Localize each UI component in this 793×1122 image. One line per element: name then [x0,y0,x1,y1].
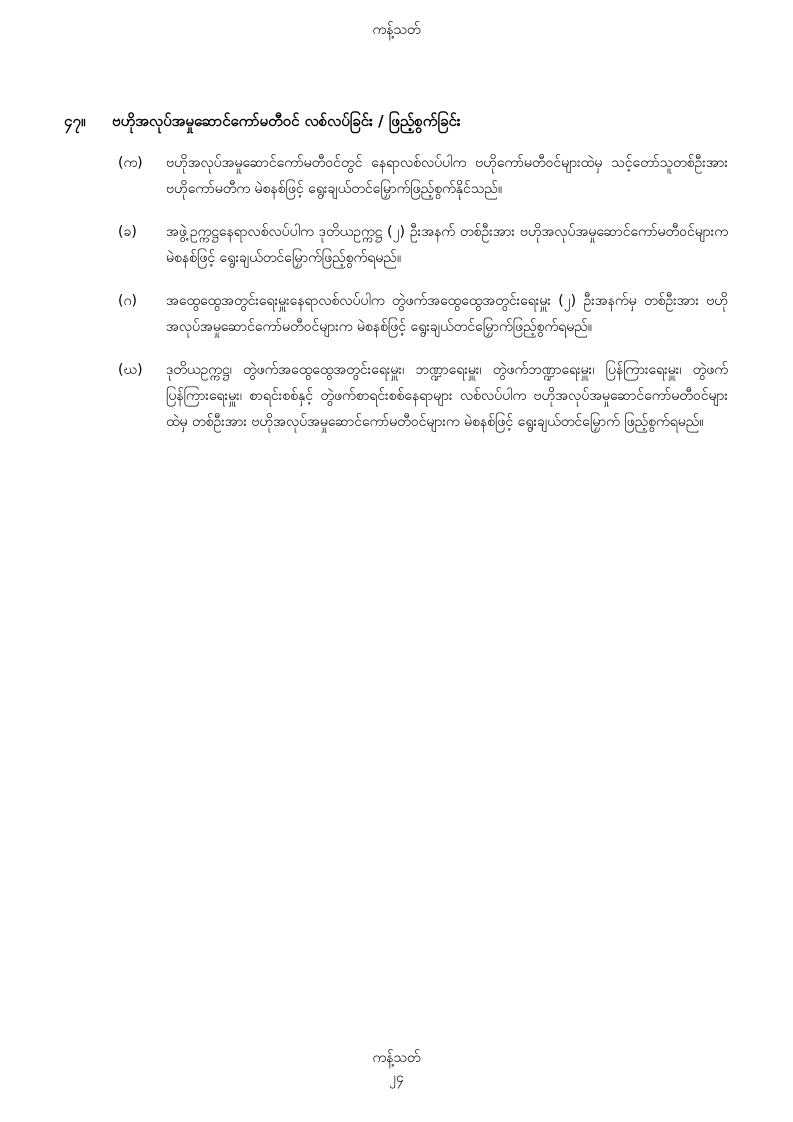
section-number: ၄၇။ [64,112,86,130]
section-item-gha [118,357,728,435]
item-text: အထွေထွေအတွင်းရေးမှူးနေရာလစ်လပ်ပါက တွဲဖက်အထွေထွေအတွင်းရေးမှူး (၂) ဦးအနက်မှ တစ်ဦးအား ဗဟိုအလုပ်အမှုဆောင်ကော်မတီဝင်များက မဲစနစ်ဖြင့် ရွေးချယ်တင်မြှောက်ဖြည့်စွက်ရမည်။ [166,293,728,335]
section-items [118,150,728,452]
section-heading [64,110,744,132]
item-text: အဖွဲ့ဥက္ကဋ္ဌနေရာလစ်လပ်ပါက ဒုတိယဥက္ကဋ္ဌ (၂) ဦးအနက် တစ်ဦးအား ဗဟိုအလုပ်အမှုဆောင်ကော်မတီဝင်များက မဲစနစ်ဖြင့် ရွေးချယ်တင်မြှောက်ဖြည့်စွက်ရမည်။ [166,224,728,266]
page-header [0,20,793,40]
footer-classification: ကန့်သတ် [372,1050,421,1066]
section-title: ဗဟိုအလုပ်အမှုဆောင်ကော်မတီဝင် လစ်လပ်ခြင်း / ဖြည့်စွက်ခြင်း [112,112,461,130]
item-marker: (ခ) [118,224,137,240]
page-number: ၂၄ [389,1070,404,1086]
item-text: ဒုတိယဥက္ကဋ္ဌ၊ တွဲဖက်အထွေထွေအတွင်းရေးမှူး၊ ဘဏ္ဍာရေးမှူး၊ တွဲဖက်ဘဏ္ဍာရေးမှူး၊ ပြန်ကြားရေးမှူး၊ တွဲဖက်ပြန်ကြားရေးမှူး၊ စာရင်းစစ်နှင့် တွဲဖက်စာရင်းစစ်နေရာများ လစ်လပ်ပါက ဗဟိုအလုပ်အမှုဆောင်ကော်မတီဝင်များထဲမှ တစ်ဦးအား ဗဟိုအလုပ်အမှုဆောင်ကော်မတီဝင်များက မဲစနစ်ဖြင့် ရွေးချယ်တင်မြှောက် ဖြည့်စွက်ရမည်။ [166,362,728,430]
section-item-kha [118,219,728,271]
item-text: ဗဟိုအလုပ်အမှုဆောင်ကော်မတီဝင်တွင် နေရာလစ်လပ်ပါက ဗဟိုကော်မတီဝင်များထဲမှ သင့်တော်သူတစ်ဦးအား ဗဟိုကော်မတီက မဲစနစ်ဖြင့် ရွေးချယ်တင်မြှောက်ဖြည့်စွက်နိုင်သည်။ [166,155,728,197]
section-item-ga [118,288,728,340]
header-classification: ကန့်သတ် [372,22,421,38]
section-item-ka [118,150,728,202]
item-marker: (က) [118,155,143,171]
item-marker: (ဂ) [118,293,137,309]
page-footer [0,1048,793,1088]
item-marker: (ဃ) [118,362,143,378]
